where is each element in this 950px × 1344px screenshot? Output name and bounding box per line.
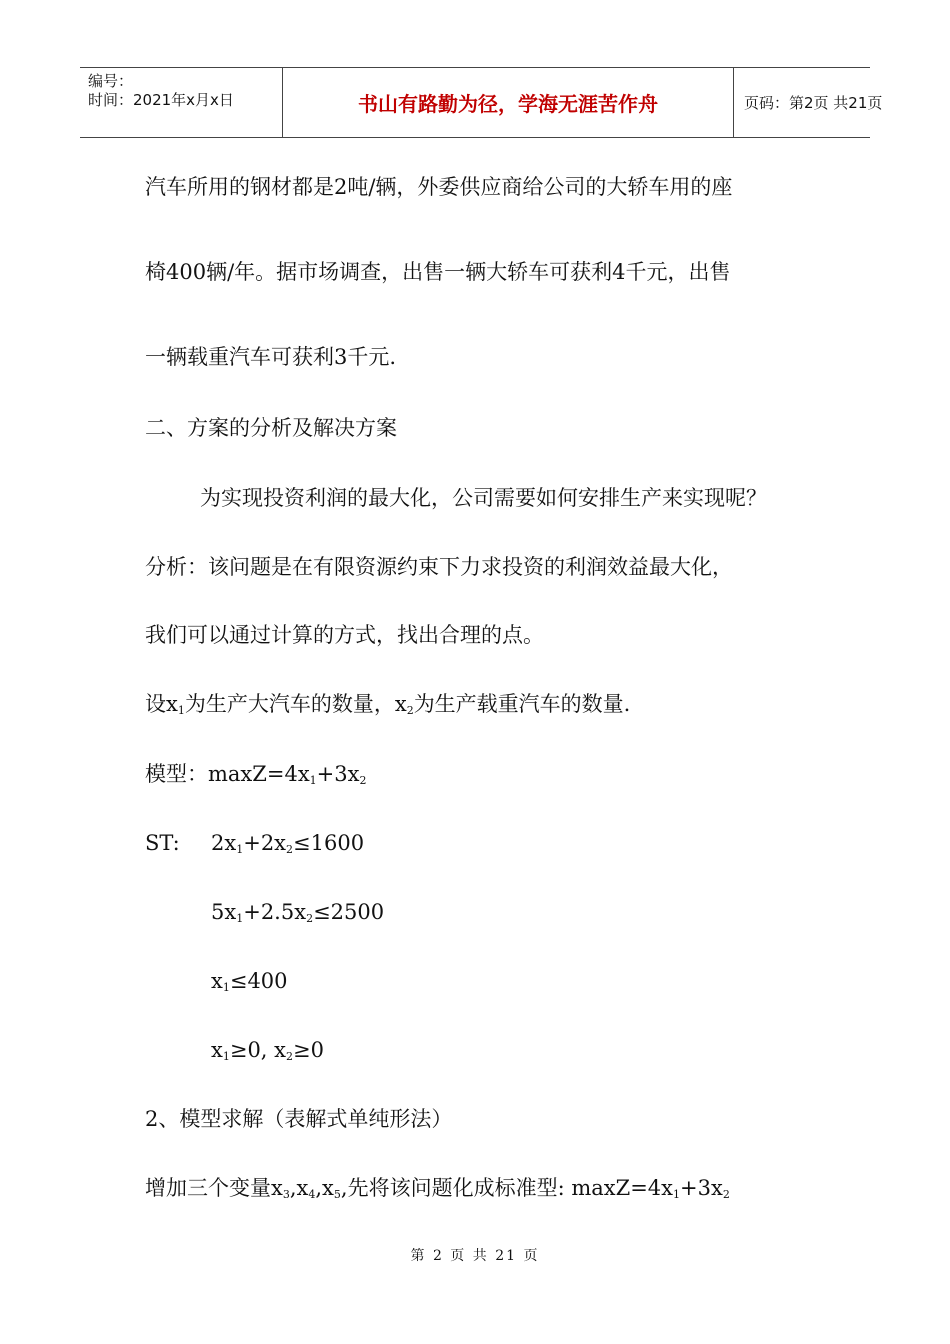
paragraph-line: 我们可以通过计算的方式，找出合理的点。 bbox=[145, 623, 544, 647]
standard-form-line: 增加三个变量$x_3,x_4,x_5$,先将该问题化成标准型: $\max Z=4x_1+3x_2$ bbox=[145, 1176, 730, 1201]
constraint-1: $2x_1+2x_2\le 1600$ bbox=[211, 831, 365, 856]
paragraph-line: 椅400辆/年。据市场调查，出售一辆大轿车可获利4千元，出售 bbox=[145, 260, 731, 284]
paragraph-line: 一辆载重汽车可获利3千元. bbox=[145, 345, 397, 369]
paragraph-line: 为实现投资利润的最大化，公司需要如何安排生产来实现呢？ bbox=[200, 486, 767, 510]
section-heading: 2、模型求解（表解式单纯形法） bbox=[145, 1107, 453, 1131]
section-heading: 二、方案的分析及解决方案 bbox=[145, 416, 397, 440]
document-date: 时间：2021年x月x日 bbox=[88, 91, 234, 109]
document-number-label: 编号： bbox=[88, 72, 134, 90]
page-footer: 第 2 页 共 21 页 bbox=[410, 1248, 540, 1264]
page-header bbox=[80, 67, 883, 138]
constraint-4: $x_1\ge 0$, $x_2\ge 0$ bbox=[211, 1038, 324, 1063]
paragraph-line: 分析：该问题是在有限资源约束下力求投资的利润效益最大化， bbox=[145, 555, 733, 579]
constraint-3: $x_1\le 400$ bbox=[211, 969, 288, 994]
constraint-label: ST: bbox=[145, 831, 180, 855]
header-page-info: 页码：第2页 共21页 bbox=[744, 94, 883, 112]
model-objective: 模型：$\max Z=4x_1+3x_2$ bbox=[145, 762, 367, 787]
constraint-2: $5x_1+2.5x_2\le 2500$ bbox=[211, 900, 385, 925]
header-meta bbox=[80, 68, 282, 137]
header-motto: 书山有路勤为径，学海无涯苦作舟 bbox=[282, 68, 734, 137]
variable-definition: 设$x_1$为生产大汽车的数量，$x_2$为生产载重汽车的数量. bbox=[145, 692, 631, 717]
paragraph-line: 汽车所用的钢材都是2吨/辆，外委供应商给公司的大轿车用的座 bbox=[145, 175, 733, 199]
